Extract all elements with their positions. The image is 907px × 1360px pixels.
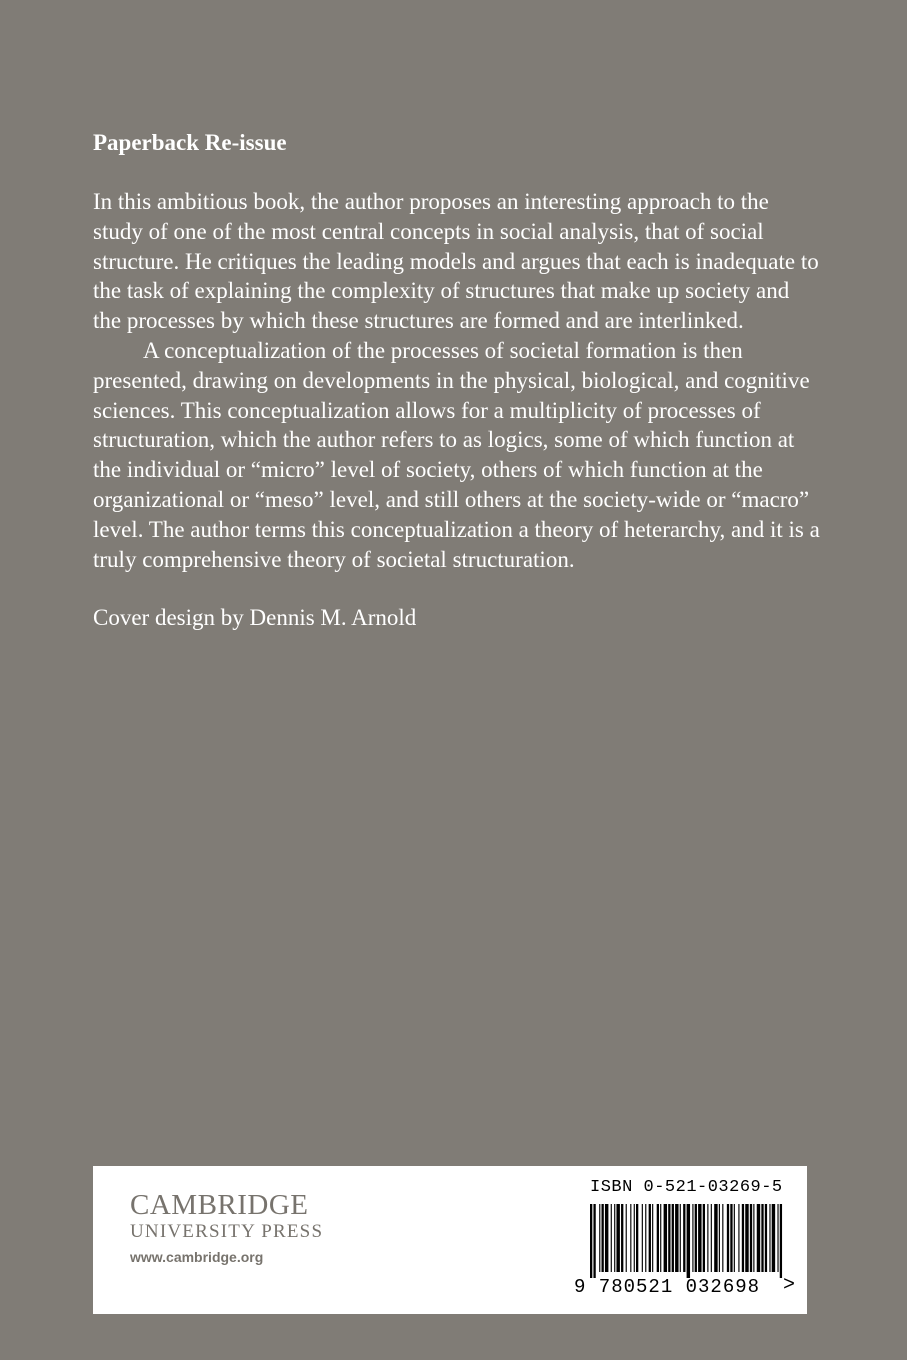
reissue-heading: Paperback Re-issue: [93, 130, 287, 155]
barcode-bar: [750, 1204, 752, 1272]
barcode-bar: [757, 1204, 760, 1272]
barcode-bar: [761, 1204, 763, 1272]
cover-design-credit: Cover design by Dennis M. Arnold: [93, 605, 417, 631]
barcode-bar: [722, 1204, 723, 1272]
barcode-bar: [692, 1204, 693, 1272]
barcode-bar: [683, 1204, 685, 1272]
publisher-barcode-box: [93, 1166, 807, 1314]
barcode-bar: [657, 1204, 659, 1272]
barcode-bar: [668, 1204, 670, 1272]
barcode-bar: [734, 1204, 735, 1272]
barcode-bar: [626, 1204, 627, 1272]
barcode-bar: [703, 1204, 705, 1272]
barcode-bar: [687, 1204, 690, 1278]
cambridge-logo: [130, 1190, 323, 1265]
barcode-digits: 9 780521 032698: [574, 1276, 761, 1298]
isbn-barcode: [590, 1204, 785, 1278]
barcode-bar: [611, 1204, 612, 1272]
barcode-bar: [738, 1204, 739, 1272]
barcode-arrow: >: [783, 1274, 796, 1297]
barcode-bar: [660, 1204, 661, 1272]
barcode-bar: [621, 1204, 623, 1272]
barcode-bar: [652, 1204, 653, 1272]
barcode-bar: [765, 1204, 767, 1272]
barcode-bar: [769, 1204, 770, 1272]
publisher-name: CAMBRIDGE: [130, 1189, 309, 1221]
barcode-bar: [649, 1204, 651, 1272]
barcode-bar: [590, 1204, 592, 1278]
barcode-bar: [675, 1204, 678, 1272]
barcode-bar: [742, 1204, 744, 1272]
barcode-bar: [707, 1204, 708, 1272]
barcode-bar: [695, 1204, 697, 1272]
barcode-bar: [711, 1204, 712, 1272]
barcode-bar: [636, 1204, 638, 1272]
barcode-bar: [605, 1204, 608, 1272]
barcode-bar: [645, 1204, 646, 1272]
barcode-bar: [753, 1204, 754, 1272]
barcode-bar: [772, 1204, 775, 1272]
barcode-bar: [664, 1204, 667, 1272]
barcode-bar: [777, 1204, 778, 1272]
barcode-bar: [593, 1204, 595, 1278]
barcode-bar: [634, 1204, 635, 1272]
barcode-bar: [719, 1204, 720, 1272]
barcode-bar: [780, 1204, 782, 1278]
barcode-bar: [714, 1204, 717, 1272]
back-cover-text: [93, 128, 823, 633]
barcode-bar: [727, 1204, 729, 1272]
barcode-bar: [614, 1204, 615, 1272]
publisher-subtitle: UNIVERSITY PRESS: [130, 1221, 324, 1242]
barcode-bar: [672, 1204, 674, 1272]
barcode-bar: [599, 1204, 600, 1272]
barcode-bar: [642, 1204, 643, 1272]
description-paragraph-1: In this ambitious book, the author proposes an interesting approach to the study of one of the most central concepts in social analysis, that of social structure. He critiques the leading models and argues that each is inadequate to the task of explaining the complexity of structures that make up society and the processes by which these structures are formed and are interlinked.: [93, 189, 819, 334]
barcode-bar: [602, 1204, 604, 1272]
barcode-bar: [730, 1204, 732, 1272]
isbn-label: ISBN 0-521-03269-5: [590, 1178, 783, 1197]
barcode-bar: [630, 1204, 631, 1272]
barcode-bar: [698, 1204, 701, 1272]
barcode-bar: [680, 1204, 681, 1272]
barcode-bar: [616, 1204, 619, 1272]
description-paragraph-2: A conceptualization of the processes of societal formation is then presented, drawing on developments in the physical, biological, and cognitive sciences. This conceptualization allows for a multiplicity of processes of structuration, which the author refers to as logics, some of which function at the individual or “micro” level of society, others of which function at the organizational or “meso” level, and still others at the society-wide or “macro” level. The author terms this conceptualization a theory of heterarchy, and it is a truly comprehensive theory of societal structuration.: [93, 337, 820, 572]
barcode-bar: [745, 1204, 748, 1272]
publisher-url: www.cambridge.org: [130, 1249, 264, 1265]
